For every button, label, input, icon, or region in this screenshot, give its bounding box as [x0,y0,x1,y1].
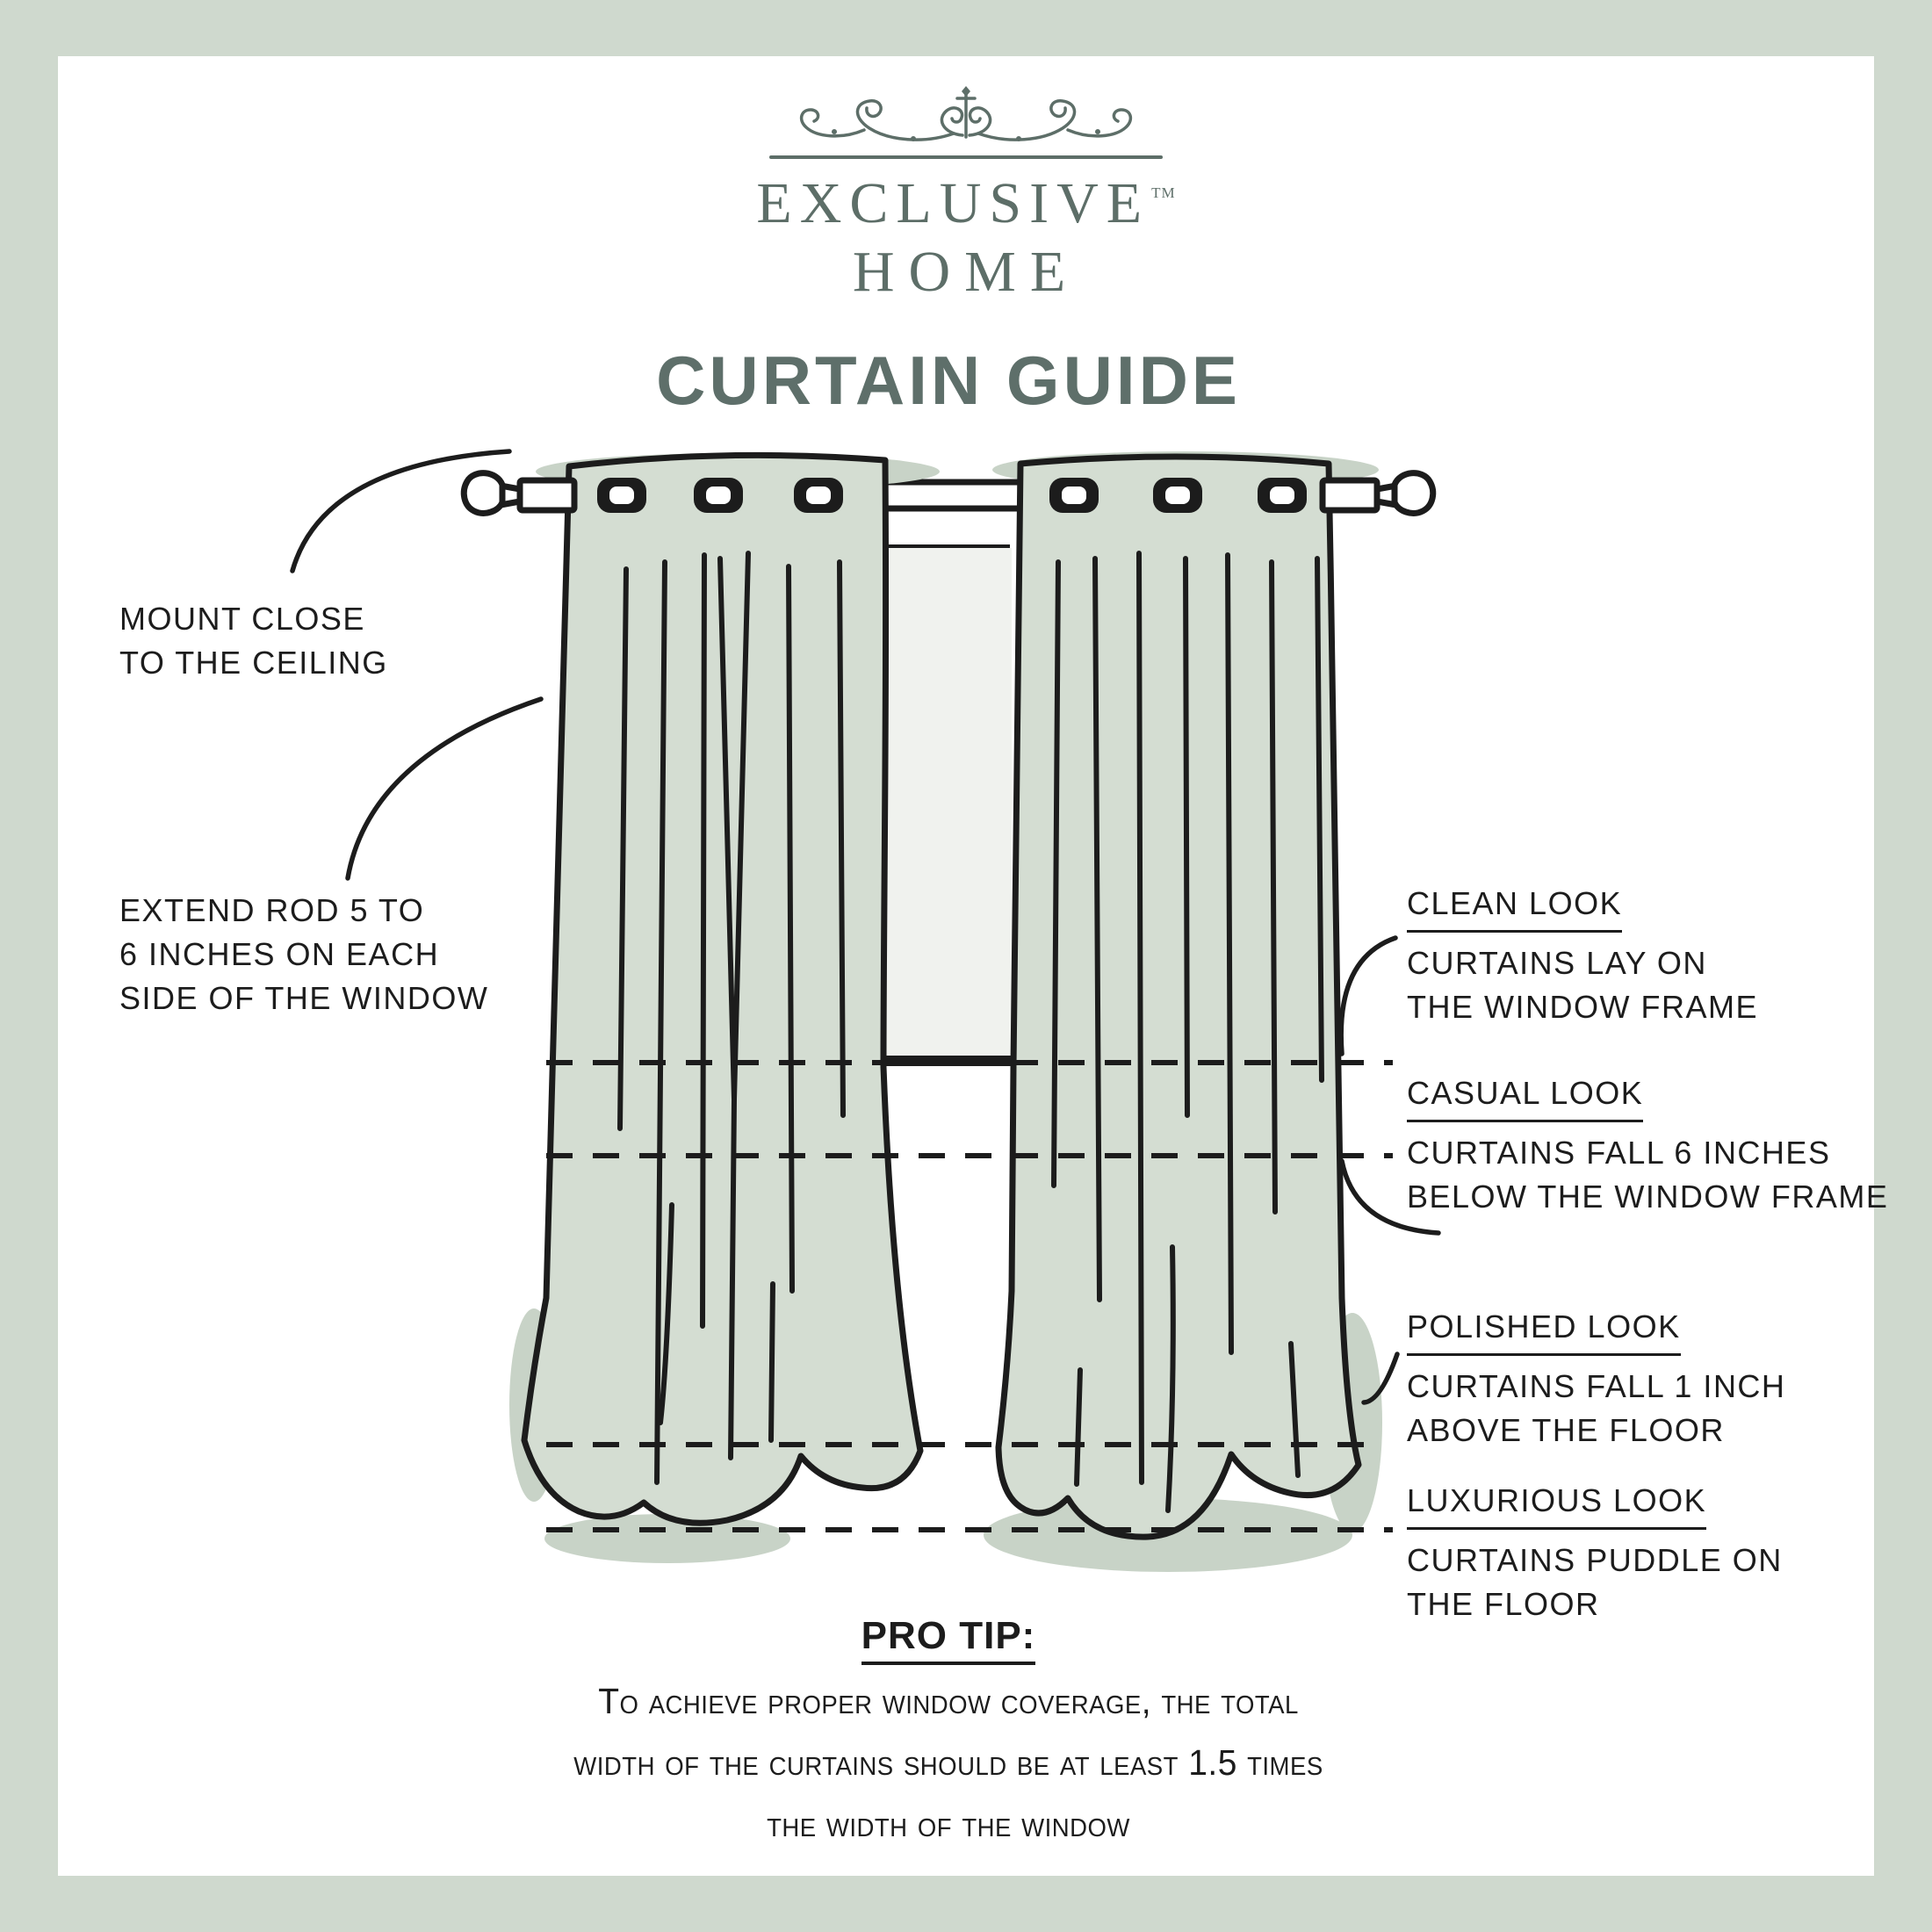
note-luxurious-look [1407,1479,1783,1626]
note-heading: CLEAN LOOK [1407,882,1622,933]
note-line: CURTAINS LAY ON [1407,945,1707,981]
note-line: THE WINDOW FRAME [1407,989,1758,1025]
note-line: 6 INCHES ON EACH [119,936,440,972]
note-line: CURTAINS PUDDLE ON [1407,1542,1783,1578]
note-line: CURTAINS FALL 1 INCH [1407,1368,1786,1404]
pointer-arc-clean [1341,938,1395,1054]
trademark-symbol: TM [1151,184,1176,201]
note-heading: LUXURIOUS LOOK [1407,1479,1706,1530]
note-line: MOUNT CLOSE [119,601,365,637]
grommet-icon [597,478,646,513]
page-title: CURTAIN GUIDE [656,342,1241,419]
window-sill [880,1056,1012,1066]
grommet-icon [694,478,743,513]
grommet-icon [794,478,843,513]
note-line: SIDE OF THE WINDOW [119,980,489,1016]
pro-tip-line: To achieve proper window coverage, the total [598,1681,1299,1721]
curtain-panel-right [998,457,1359,1537]
note-line: BELOW THE WINDOW FRAME [1407,1179,1889,1215]
pro-tip-line: the width of the window [767,1804,1130,1844]
curtain-panel-left [524,455,920,1523]
brand-name-line1: EXCLUSIVE ™ [756,171,1176,235]
brand-name-line2: HOME [852,240,1080,304]
note-heading: CASUAL LOOK [1407,1071,1643,1122]
note-line: EXTEND ROD 5 TO [119,892,425,928]
pro-tip-heading: PRO TIP: [0,1614,1897,1665]
note-line: THE FLOOR [1407,1586,1600,1622]
note-heading: POLISHED LOOK [1407,1305,1681,1356]
pro-tip-body [47,1670,1849,1855]
finial-right-icon [1323,473,1433,514]
note-clean-look [1407,882,1758,1029]
grommet-icon [1153,478,1202,513]
grommet-icon [1049,478,1099,513]
pro-tip-line: width of the curtains should be at least 1.5 times [573,1742,1323,1783]
note-line: TO THE CEILING [119,645,388,681]
note-line: CURTAINS FALL 6 INCHES [1407,1135,1831,1171]
grommet-icon [1258,478,1307,513]
finial-left-icon [464,473,574,514]
note-extend [119,889,488,1020]
note-line: ABOVE THE FLOOR [1407,1412,1725,1448]
window-icon [880,546,1012,1066]
pointer-arc-extend [348,699,541,878]
note-casual-look [1407,1071,1888,1219]
note-mount [119,597,388,685]
note-polished-look [1407,1305,1785,1453]
